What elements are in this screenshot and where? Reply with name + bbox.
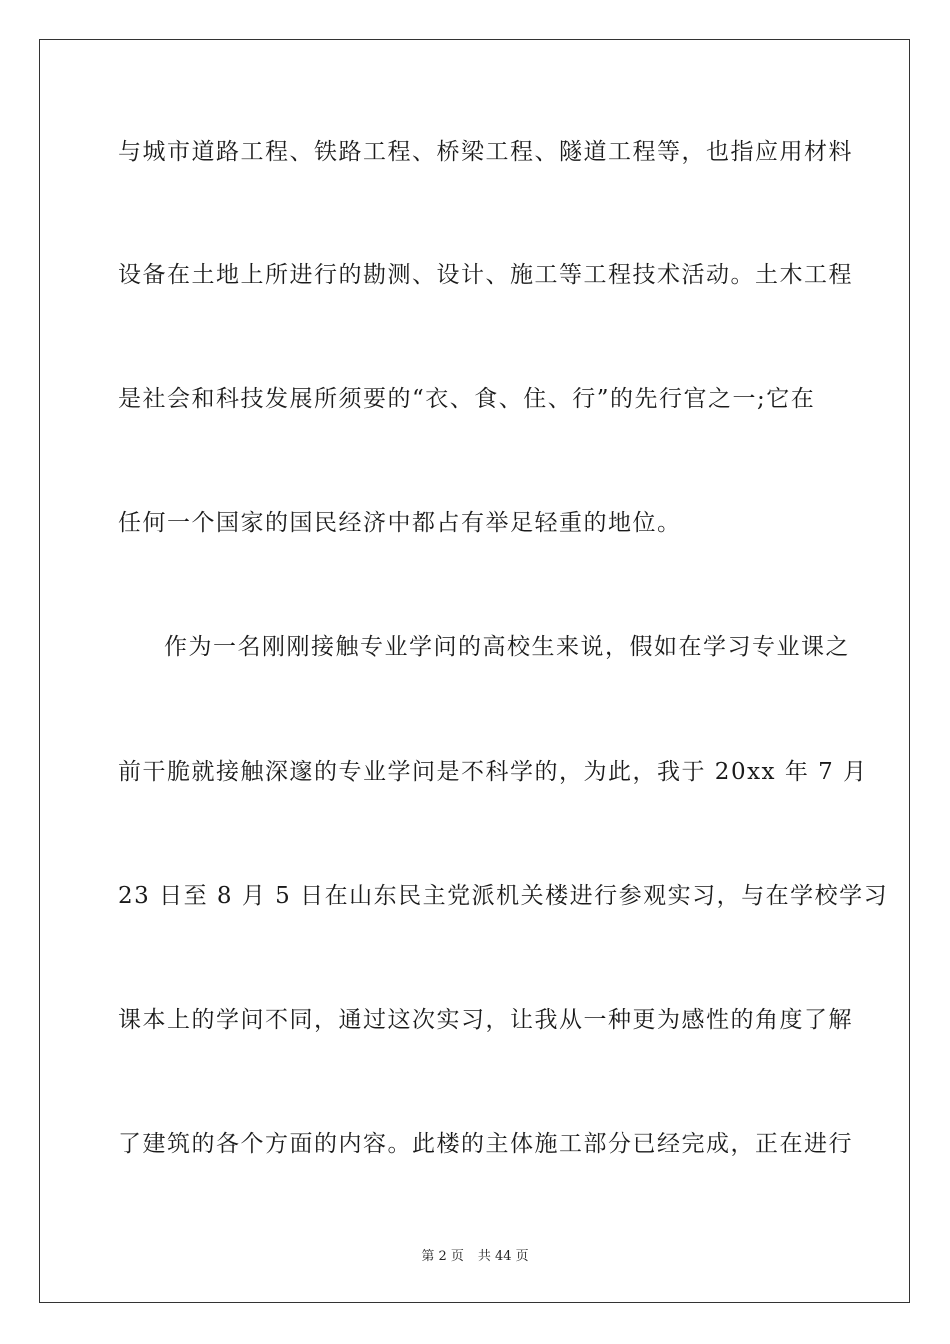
page-footer xyxy=(0,1248,950,1266)
body-text-line: 任何一个国家的国民经济中都占有举足轻重的地位。 xyxy=(118,510,682,536)
body-text-line: 23 日至 8 月 5 日在山东民主党派机关楼进行参观实习，与在学校学习 xyxy=(118,883,889,909)
page-number: 第 2 页 xyxy=(421,1249,464,1264)
body-text-line: 课本上的学问不同，通过这次实习，让我从一种更为感性的角度了解 xyxy=(118,1007,853,1033)
body-text-line: 前干脆就接触深邃的专业学问是不科学的，为此，我于 20xx 年 7 月 xyxy=(118,759,868,785)
page-total: 共 44 页 xyxy=(477,1249,529,1264)
paragraph-first-line: 作为一名刚刚接触专业学问的高校生来说，假如在学习专业课之 xyxy=(164,634,850,660)
body-text-line: 与城市道路工程、铁路工程、桥梁工程、隧道工程等，也指应用材料 xyxy=(118,139,853,165)
body-text-line: 了建筑的各个方面的内容。此楼的主体施工部分已经完成，正在进行 xyxy=(118,1131,853,1157)
page-border xyxy=(39,39,910,1303)
body-text-line: 设备在土地上所进行的勘测、设计、施工等工程技术活动。土木工程 xyxy=(118,262,853,288)
body-text-line: 是社会和科技发展所须要的“衣、食、住、行”的先行官之一;它在 xyxy=(118,386,816,412)
